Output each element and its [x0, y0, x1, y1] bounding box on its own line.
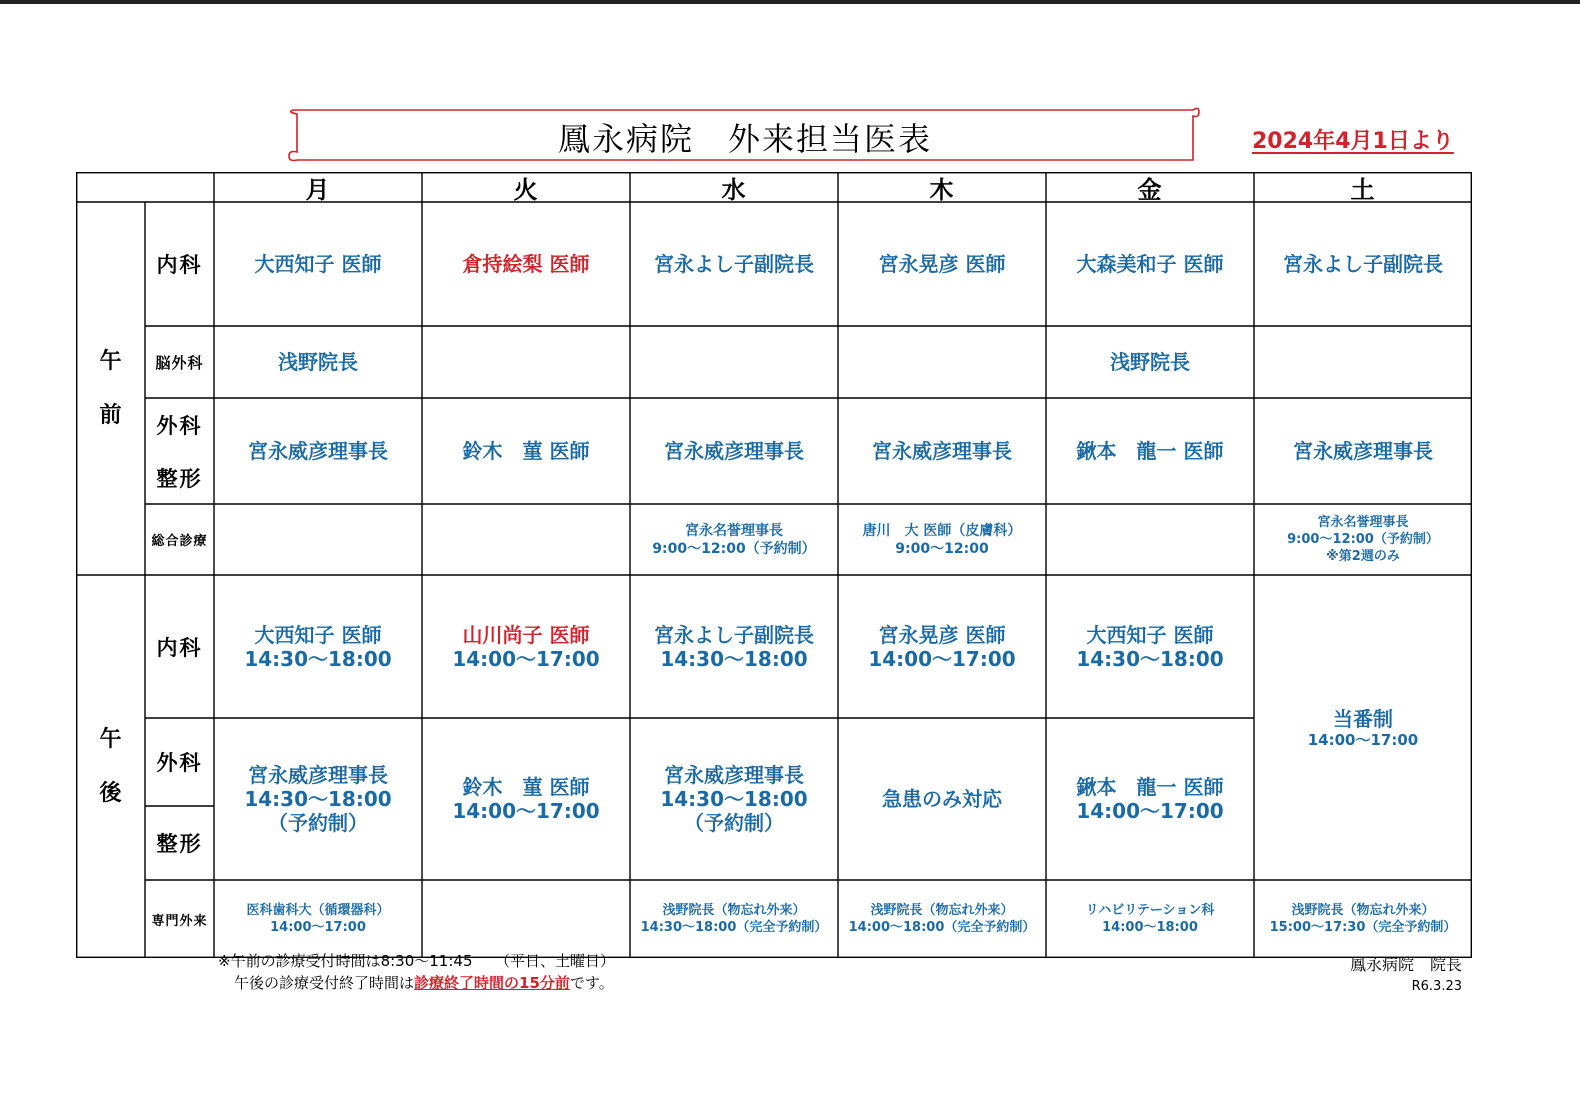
day-header-fri: 金 [1137, 175, 1163, 204]
pm-senmon-mon-l2: 14:00～17:00 [270, 920, 366, 935]
dept-pm-seikei: 整形 [156, 832, 203, 856]
dept-pm-naika: 内科 [156, 635, 203, 660]
revision-date: R6.3.23 [1411, 979, 1462, 994]
period-am-label [76, 202, 145, 575]
pm-naika-thu [838, 575, 1046, 718]
pm-sat-time: 14:00～17:00 [1307, 730, 1419, 749]
pm-senmon-thu-l2: 14:00～18:00（完全予約制） [848, 920, 1036, 935]
note-afternoon-reception [218, 972, 615, 994]
dept-am-sougou: 総合診療 [151, 534, 208, 549]
footer-signature-block [1320, 952, 1462, 994]
am-naika-sat: 宮永よし子副院長 [1283, 252, 1443, 276]
pm-senmon-sat-l1: 浅野院長（物忘れ外来） [1291, 903, 1435, 918]
day-header-mon: 月 [305, 175, 331, 204]
pm-senmon-mon [214, 880, 422, 958]
pm-geka-mon-note: （予約制） [268, 811, 368, 835]
am-naika-wed: 宮永よし子副院長 [654, 252, 814, 276]
day-header-thu: 木 [929, 175, 955, 204]
am-sougou-fri [1046, 504, 1254, 575]
am-naika-thu: 宮永晃彦 医師 [878, 252, 1006, 276]
period-pm-label [76, 575, 145, 958]
pm-sat-merged [1254, 575, 1472, 880]
am-geka-tue: 鈴木 菫 医師 [462, 439, 590, 463]
am-nougeka-thu [838, 326, 1046, 398]
pm-senmon-fri-l2: 14:00～18:00 [1102, 920, 1198, 935]
pm-senmon-mon-l1: 医科歯科大（循環器科） [246, 903, 390, 918]
pm-senmon-wed-l1: 浅野院長（物忘れ外来） [662, 903, 806, 918]
pm-geka-wed [630, 718, 838, 880]
pm-geka-tue-name: 鈴木 菫 医師 [462, 775, 590, 799]
pm-geka-mon-time: 14:30～18:00 [244, 787, 392, 811]
note-morning-reception: ※午前の診療受付時間は8:30～11:45 （平日、土曜日） [218, 952, 615, 970]
pm-senmon-sat [1254, 880, 1472, 958]
pm-sat-name: 当番制 [1333, 706, 1393, 731]
pm-naika-fri-name: 大西知子 医師 [1086, 622, 1214, 647]
pm-naika-wed-name: 宮永よし子副院長 [654, 622, 814, 647]
am-nougeka-wed [630, 326, 838, 398]
pm-naika-fri [1046, 575, 1254, 718]
pm-senmon-fri-l1: リハビリテーション科 [1085, 903, 1215, 918]
pm-naika-wed-time: 14:30～18:00 [660, 646, 808, 671]
pm-geka-fri-name: 鍬本 龍一 医師 [1076, 775, 1224, 799]
pm-naika-thu-name: 宮永晃彦 医師 [878, 622, 1006, 647]
am-nougeka-mon: 浅野院長 [278, 350, 358, 374]
pm-geka-mon [214, 718, 422, 880]
schedule-table [76, 172, 1472, 958]
pm-naika-thu-time: 14:00～17:00 [868, 646, 1016, 671]
pm-geka-fri-time: 14:00～17:00 [1076, 799, 1224, 823]
pm-naika-wed [630, 575, 838, 718]
am-sougou-sat-l2: 9:00～12:00（予約制） [1287, 532, 1439, 547]
day-header-tue: 火 [513, 175, 539, 204]
pm-naika-mon [214, 575, 422, 718]
am-naika-mon: 大西知子 医師 [254, 252, 382, 276]
am-sougou-thu-l2: 9:00～12:00 [895, 540, 989, 557]
am-sougou-mon [214, 504, 422, 575]
am-naika-tue: 倉持絵梨 医師 [462, 252, 590, 276]
pm-geka-mon-name: 宮永威彦理事長 [248, 763, 388, 787]
page-title: 鳳永病院 外来担当医表 [557, 120, 932, 158]
scan-top-edge [0, 0, 1580, 4]
dept-am-naika: 内科 [156, 253, 203, 277]
effective-date: 2024年4月1日より [1252, 129, 1454, 154]
pm-senmon-fri [1046, 880, 1254, 958]
am-sougou-wed-l1: 宮永名誉理事長 [685, 522, 783, 539]
pm-naika-fri-time: 14:30～18:00 [1076, 646, 1224, 671]
pm-naika-tue-name: 山川尚子 医師 [462, 622, 590, 647]
day-header-sat: 土 [1350, 175, 1376, 204]
pm-senmon-sat-l2: 15:00～17:30（完全予約制） [1269, 920, 1457, 935]
period-am-text: 午前 [99, 348, 122, 428]
am-geka-mon: 宮永威彦理事長 [248, 439, 388, 463]
am-sougou-thu [838, 504, 1046, 575]
am-sougou-wed [630, 504, 838, 575]
am-naika-fri: 大森美和子 医師 [1076, 252, 1224, 276]
pm-geka-fri [1046, 718, 1254, 880]
dept-am-nougeka: 脳外科 [155, 353, 204, 372]
pm-naika-mon-name: 大西知子 医師 [254, 622, 382, 647]
pm-geka-wed-note: （予約制） [684, 811, 784, 835]
period-pm-text: 午後 [99, 726, 122, 806]
am-sougou-sat-l1: 宮永名誉理事長 [1317, 515, 1409, 530]
pm-naika-tue [422, 575, 630, 718]
am-sougou-thu-l1: 唐川 大 医師（皮膚科） [862, 522, 1022, 539]
am-sougou-sat [1254, 504, 1472, 575]
pm-senmon-thu-l1: 浅野院長（物忘れ外来） [870, 903, 1014, 918]
am-sougou-wed-l2: 9:00～12:00（予約制） [652, 540, 816, 557]
am-sougou-sat-l3: ※第2週のみ [1326, 549, 1400, 564]
pm-geka-wed-name: 宮永威彦理事長 [664, 763, 804, 787]
pm-senmon-tue [422, 880, 630, 958]
pm-geka-tue [422, 718, 630, 880]
am-geka-thu: 宮永威彦理事長 [872, 439, 1012, 463]
footer-notes [218, 950, 615, 994]
title-banner [285, 104, 1205, 162]
dept-am-geka: 外科 [156, 413, 203, 438]
dept-pm-geka: 外科 [156, 751, 203, 775]
day-header-wed: 水 [721, 175, 747, 204]
am-geka-sat: 宮永威彦理事長 [1293, 439, 1433, 463]
dept-pm-senmon: 専門外来 [151, 913, 208, 929]
pm-geka-wed-time: 14:30～18:00 [660, 787, 808, 811]
pm-geka-thu [838, 718, 1046, 880]
note-afternoon-pre: 午後の診療受付終了時間は [234, 974, 415, 992]
am-sougou-tue [422, 504, 630, 575]
pm-geka-thu-name: 急患のみ対応 [882, 787, 1002, 811]
am-geka-wed: 宮永威彦理事長 [664, 439, 804, 463]
signature: 鳳永病院 院長 [1349, 955, 1462, 974]
pm-naika-mon-time: 14:30～18:00 [244, 646, 392, 671]
am-nougeka-tue [422, 326, 630, 398]
dept-am-seikei: 整形 [156, 466, 203, 491]
am-geka-fri: 鍬本 龍一 医師 [1076, 439, 1224, 463]
pm-geka-tue-time: 14:00～17:00 [452, 799, 600, 823]
am-nougeka-fri: 浅野院長 [1110, 350, 1190, 374]
pm-naika-tue-time: 14:00～17:00 [452, 646, 600, 671]
note-afternoon-highlight: 診療終了時間の15分前 [414, 974, 570, 992]
am-nougeka-sat [1254, 326, 1472, 398]
pm-senmon-wed [630, 880, 838, 958]
pm-senmon-thu [838, 880, 1046, 958]
pm-senmon-wed-l2: 14:30～18:00（完全予約制） [640, 920, 828, 935]
note-afternoon-post: です。 [569, 974, 614, 992]
